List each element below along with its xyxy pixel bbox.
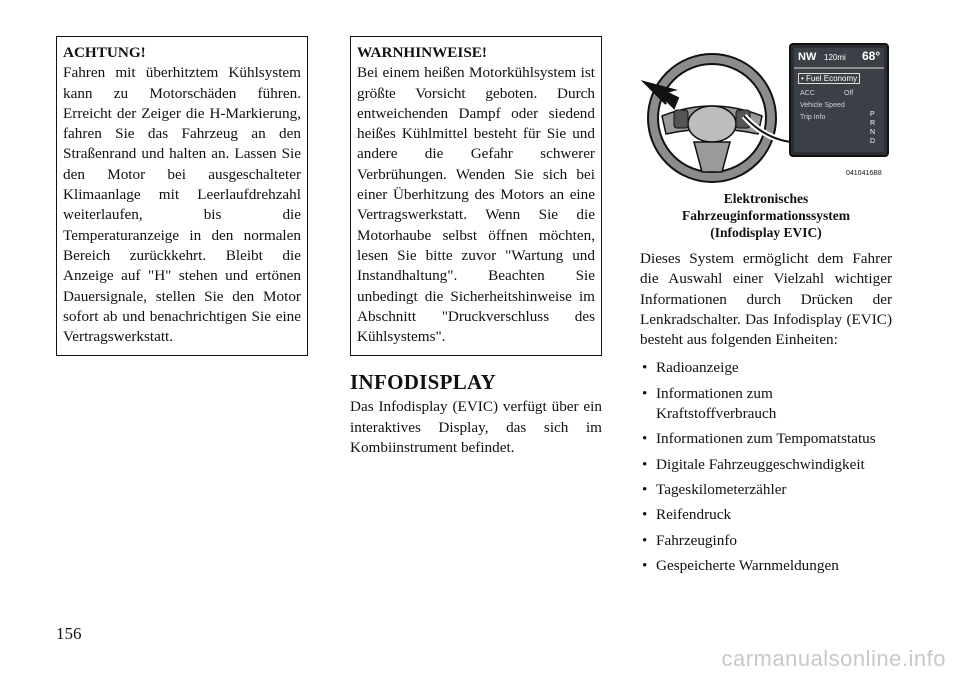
caption-line-2: Fahrzeuginformationssystem <box>682 208 850 223</box>
notice-box <box>350 36 602 356</box>
display-menu-vehicle-speed: Vehicle Speed <box>800 102 845 109</box>
display-menu-trip-info: Trip Info <box>800 114 826 121</box>
figure-caption <box>640 190 892 241</box>
notice-title: WARNHINWEISE! <box>357 44 487 61</box>
evic-figure <box>640 38 892 188</box>
display-menu-fuel-economy: • Fuel Economy <box>798 73 860 84</box>
display-compass: NW <box>798 51 817 63</box>
caption-line-1: Elektronisches <box>723 191 809 206</box>
warning-title: ACHTUNG! <box>63 44 146 61</box>
intro-paragraph: Dieses System ermöglicht dem Fahrer die Auswahl einer Vielzahl wichtiger Informationen durch Drücken der Lenkradschalter. Das Infodisplay (EVIC) besteht aus folgenden Einheiten: <box>640 250 892 349</box>
figure-code: 0410416B8 <box>846 170 882 177</box>
list-item: • Reifendruck <box>640 505 892 525</box>
caption-line-3: (Infodisplay EVIC) <box>710 225 822 240</box>
list-item: • Fahrzeuginfo <box>640 531 892 551</box>
steering-wheel-illustration <box>640 38 892 188</box>
page-number: 156 <box>56 624 82 643</box>
middle-column <box>350 36 602 458</box>
list-item: • Informationen zum Kraftstoffverbrauch <box>640 384 892 425</box>
watermark: carmanualsonline.info <box>721 646 946 671</box>
warning-box <box>56 36 308 356</box>
list-item: • Radioanzeige <box>640 358 892 378</box>
list-item: • Tageskilometerzähler <box>640 480 892 500</box>
display-temperature: 68° <box>862 49 881 63</box>
display-menu-acc-value: Off <box>844 90 854 97</box>
warning-text: Fahren mit überhitztem Kühlsystem kann zu Motorschäden führen. Erreicht der Zeiger die H-Markierung, fahren Sie das Fahrzeug an den Straßenrand und halten an. Lassen Sie den Motor bei ausgeschalteter Klimaanlage mit Leerlaufdrehzahl weiterlaufen, bis die Temperaturanzeige in den normalen Bereich zurückkehrt. Bleibt die Anzeige auf "H" stehen und ertönen Dauersignale, stellen Sie den Motor sofort ab und benachrichtigen Sie eine Vertragswerkstatt. <box>63 64 301 346</box>
right-column <box>640 38 892 581</box>
left-column <box>56 36 308 356</box>
steering-wheel <box>648 54 776 182</box>
list-item: • Informationen zum Tempomatstatus <box>640 429 892 449</box>
section-paragraph: Das Infodisplay (EVIC) verfügt über ein interaktives Display, das sich im Kombiinstrument befindet. <box>350 398 602 457</box>
list-item: • Digitale Fahrzeuggeschwindigkeit <box>640 455 892 475</box>
list-item: • Gespeicherte Warnmeldungen <box>640 556 892 576</box>
features-list <box>640 358 892 576</box>
display-range: 120mi <box>824 53 846 62</box>
section-heading: INFODISPLAY <box>350 370 497 395</box>
display-menu-acc: ACC <box>800 90 815 97</box>
display-gear-indicator: P R N D <box>870 111 876 145</box>
notice-text: Bei einem heißen Motorkühlsystem ist größte Vorsicht geboten. Durch entweichenden Dampf oder siedend heißes Kühlmittel besteht für Sie und andere die Gefahr schwerer Verbrühungen. Wenden Sie sich bei einer Überhitzung des Motors an eine Vertragswerkstatt. Wenn Sie die Motorhaube selbst öffnen möchten, lesen Sie bitte zuvor "Wartung und Instandhaltung". Beachten Sie unbedingt die Sicherheitshinweise im Abschnitt "Druckverschluss des Kühlsystems". <box>357 64 595 346</box>
